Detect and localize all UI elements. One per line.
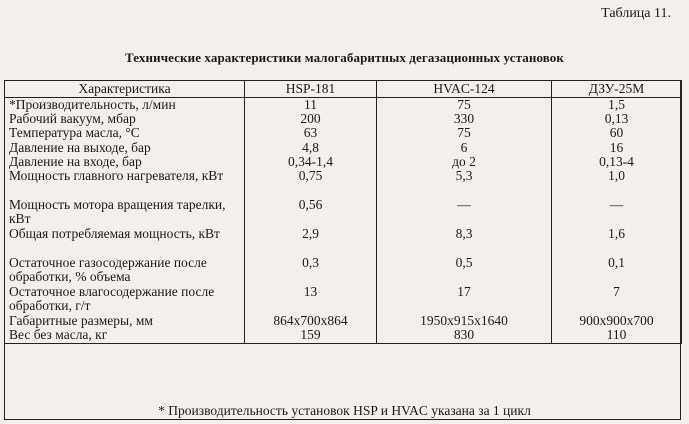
- header-characteristic: Характеристика: [5, 81, 245, 98]
- cell-dzu25m: 900x900x700: [552, 314, 682, 328]
- cell-hvac124: 8,3: [377, 227, 552, 256]
- header-hvac124: HVAC-124: [377, 81, 552, 98]
- header-dzu25m: ДЗУ-25М: [552, 81, 682, 98]
- table-row: [5, 112, 682, 126]
- cell-hvac124: 1950x915x1640: [377, 314, 552, 328]
- table-number: Таблица 11.: [601, 6, 671, 21]
- cell-hsp181: 864x700x864: [245, 314, 377, 328]
- cell-hvac124: 17: [377, 285, 552, 314]
- cell-characteristic: Габаритные размеры, мм: [5, 314, 245, 328]
- cell-dzu25m: 0,13-4: [552, 155, 682, 169]
- table-row: [5, 328, 682, 343]
- cell-hsp181: 200: [245, 112, 377, 126]
- cell-dzu25m: 60: [552, 126, 682, 141]
- cell-characteristic: Общая потребляемая мощность, кВт: [5, 227, 245, 256]
- cell-characteristic: Остаточное влагосодержание после обработки, г/т: [5, 285, 245, 314]
- cell-hvac124: 830: [377, 328, 552, 343]
- cell-hsp181: 2,9: [245, 227, 377, 256]
- cell-dzu25m: 110: [552, 328, 682, 343]
- cell-characteristic: Давление на выходе, бар: [5, 141, 245, 155]
- cell-dzu25m: 1,6: [552, 227, 682, 256]
- table-row: [5, 227, 682, 256]
- cell-characteristic: *Производительность, л/мин: [5, 98, 245, 113]
- cell-hsp181: 11: [245, 98, 377, 113]
- cell-characteristic: Мощность главного нагревателя, кВт: [5, 169, 245, 198]
- cell-hsp181: 4,8: [245, 141, 377, 155]
- table-row: [5, 256, 682, 285]
- cell-dzu25m: 1,0: [552, 169, 682, 198]
- table-row: [5, 198, 682, 227]
- table-row: [5, 98, 682, 113]
- cell-characteristic: Температура масла, °С: [5, 126, 245, 141]
- cell-dzu25m: 0,13: [552, 112, 682, 126]
- table-row: [5, 169, 682, 198]
- footnote: * Производительность установок HSP и HVAC указана за 1 цикл: [158, 403, 531, 418]
- cell-hvac124: до 2: [377, 155, 552, 169]
- cell-characteristic: Рабочий вакуум, мбар: [5, 112, 245, 126]
- cell-dzu25m: —: [552, 198, 682, 227]
- cell-hvac124: 6: [377, 141, 552, 155]
- cell-hvac124: 75: [377, 98, 552, 113]
- table-row: [5, 314, 682, 328]
- table-row: [5, 126, 682, 141]
- table-title: Технические характеристики малогабаритных дегазационных установок: [125, 50, 564, 65]
- header-hsp181: HSP-181: [245, 81, 377, 98]
- table-row: [5, 141, 682, 155]
- cell-characteristic: Давление на входе, бар: [5, 155, 245, 169]
- cell-characteristic: Вес без масла, кг: [5, 328, 245, 343]
- cell-hsp181: 159: [245, 328, 377, 343]
- cell-hvac124: 330: [377, 112, 552, 126]
- table-row: [5, 285, 682, 314]
- cell-hvac124: 5,3: [377, 169, 552, 198]
- cell-hsp181: 0,75: [245, 169, 377, 198]
- cell-dzu25m: 0,1: [552, 256, 682, 285]
- cell-hvac124: 75: [377, 126, 552, 141]
- cell-hvac124: —: [377, 198, 552, 227]
- cell-dzu25m: 1,5: [552, 98, 682, 113]
- specs-table: [4, 80, 682, 344]
- cell-characteristic: Мощность мотора вращения тарелки, кВт: [5, 198, 245, 227]
- table-row: [5, 155, 682, 169]
- cell-characteristic: Остаточное газосодержание после обработки, % объема: [5, 256, 245, 285]
- cell-hvac124: 0,5: [377, 256, 552, 285]
- cell-dzu25m: 16: [552, 141, 682, 155]
- cell-hsp181: 13: [245, 285, 377, 314]
- cell-dzu25m: 7: [552, 285, 682, 314]
- cell-hsp181: 0,3: [245, 256, 377, 285]
- cell-hsp181: 63: [245, 126, 377, 141]
- header-row: [5, 81, 682, 98]
- cell-hsp181: 0,56: [245, 198, 377, 227]
- cell-hsp181: 0,34-1,4: [245, 155, 377, 169]
